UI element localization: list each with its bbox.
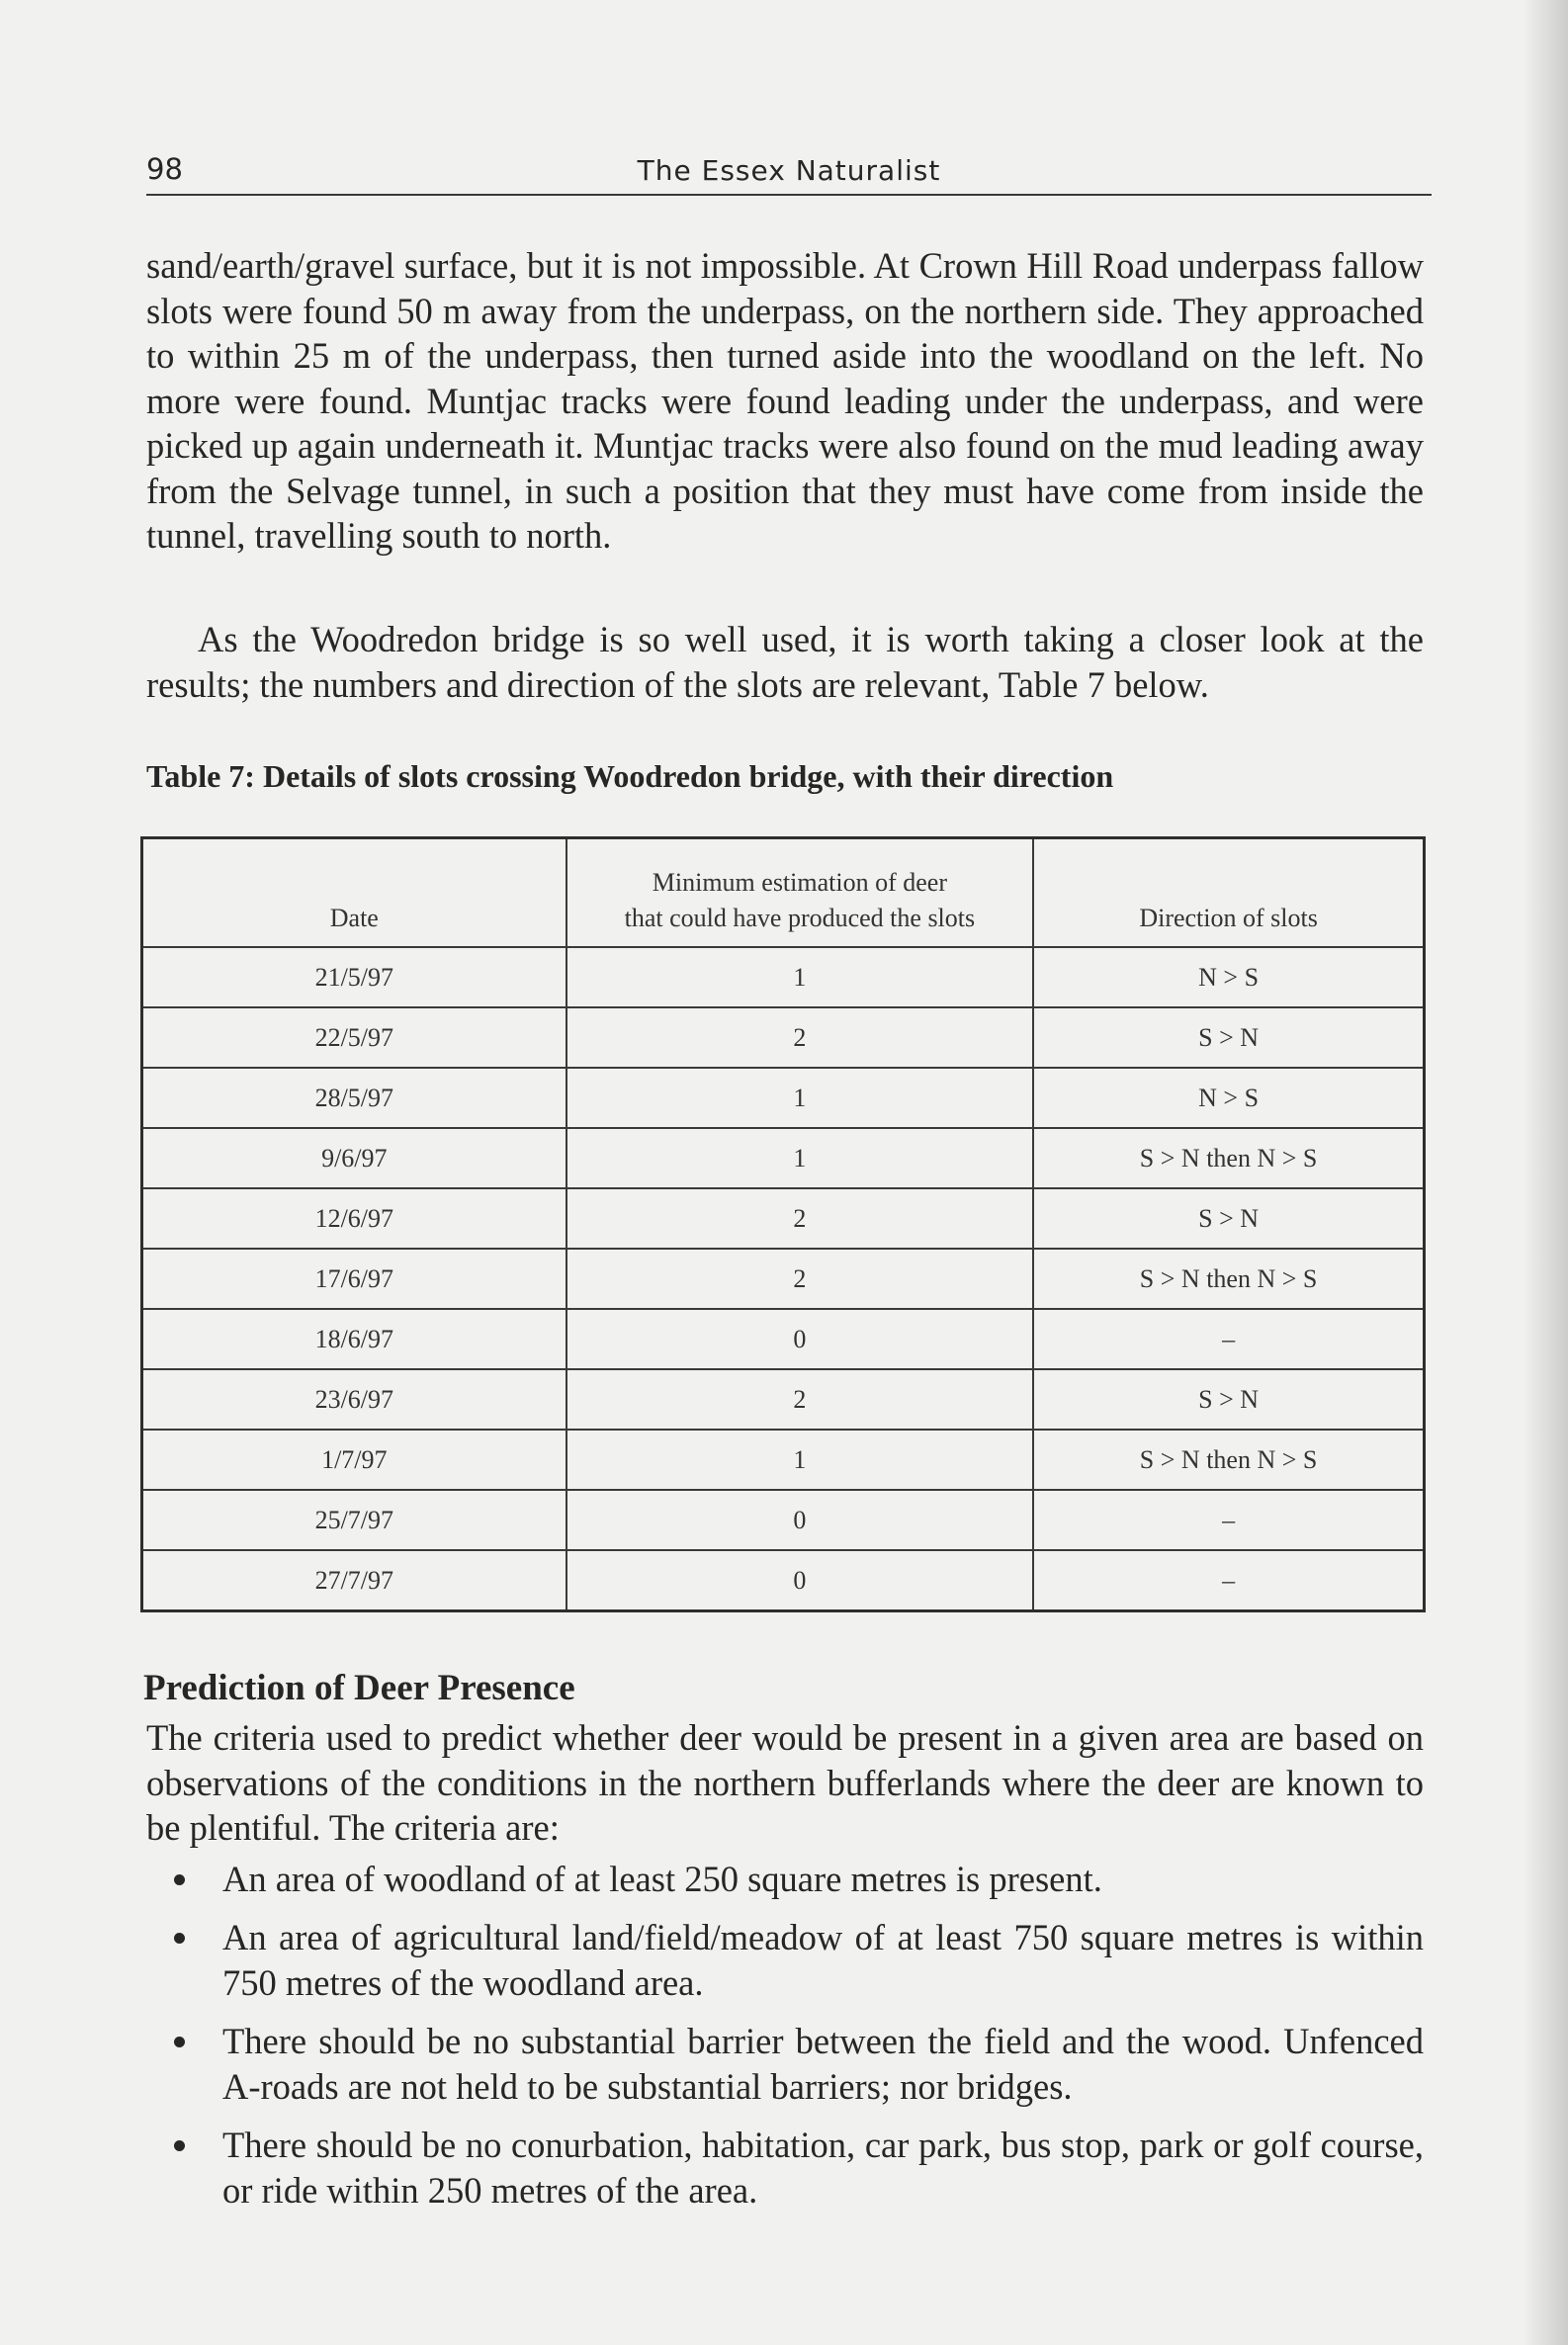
body-paragraph-2: As the Woodredon bridge is so well used, it is worth taking a closer look at the results; the numbers and direction of the slots are relevant, Table 7 below. <box>146 619 1424 705</box>
cell-date: 27/7/97 <box>142 1550 566 1611</box>
cell-direction: S > N <box>1033 1369 1424 1430</box>
table-row <box>142 1068 1425 1128</box>
section-intro-paragraph: The criteria used to predict whether deer would be present in a given area are based on observations of the conditions in the northern bufferlands where the deer are known to be plentiful. The criteria are: <box>146 1717 1424 1848</box>
table-row <box>142 1128 1425 1188</box>
header-min-estimation <box>566 838 1034 948</box>
bullet-icon <box>174 1874 185 1885</box>
criteria-text: There should be no conurbation, habitation, car park, bus stop, park or golf course, or ride within 250 metres of the area. <box>222 2125 1424 2211</box>
page-number: 98 <box>146 152 183 186</box>
cell-date: 23/6/97 <box>142 1369 566 1430</box>
page-header <box>146 148 1432 196</box>
section-heading: Prediction of Deer Presence <box>143 1668 575 1708</box>
running-title: The Essex Naturalist <box>637 154 941 187</box>
cell-min: 1 <box>566 1430 1034 1490</box>
table-row <box>142 1249 1425 1309</box>
bullet-icon <box>174 2140 185 2151</box>
table-row <box>142 1369 1425 1430</box>
cell-min: 1 <box>566 1068 1034 1128</box>
cell-direction: N > S <box>1033 947 1424 1007</box>
cell-direction: S > N then N > S <box>1033 1430 1424 1490</box>
criteria-text: An area of woodland of at least 250 square metres is present. <box>222 1859 1102 1899</box>
criteria-item <box>174 2019 1424 2110</box>
criteria-list <box>174 1857 1424 2226</box>
table-caption: Table 7: Details of slots crossing Woodredon bridge, with their direction <box>146 758 1114 794</box>
cell-date: 9/6/97 <box>142 1128 566 1188</box>
cell-direction: – <box>1033 1550 1424 1611</box>
table-header-row <box>142 838 1425 948</box>
cell-min: 1 <box>566 1128 1034 1188</box>
cell-min: 0 <box>566 1490 1034 1550</box>
criteria-text: There should be no substantial barrier between the field and the wood. Unfenced A-roads are not held to be substantial barriers; nor bridges. <box>222 2021 1424 2107</box>
table-row <box>142 1188 1425 1249</box>
table-row <box>142 1490 1425 1550</box>
table-row <box>142 1309 1425 1369</box>
cell-direction: S > N then N > S <box>1033 1249 1424 1309</box>
cell-date: 18/6/97 <box>142 1309 566 1369</box>
cell-direction: S > N <box>1033 1188 1424 1249</box>
cell-min: 1 <box>566 947 1034 1007</box>
cell-date: 28/5/97 <box>142 1068 566 1128</box>
cell-date: 22/5/97 <box>142 1007 566 1068</box>
header-min-estimation-line2: that could have produced the slots <box>624 904 976 932</box>
cell-date: 17/6/97 <box>142 1249 566 1309</box>
page-edge-shadow <box>1523 0 1568 2345</box>
table-row <box>142 1430 1425 1490</box>
criteria-item <box>174 1857 1424 1902</box>
slots-table <box>140 836 1426 1612</box>
criteria-item <box>174 2123 1424 2214</box>
cell-min: 0 <box>566 1309 1034 1369</box>
table-row <box>142 1007 1425 1068</box>
header-date: Date <box>142 838 566 948</box>
header-direction: Direction of slots <box>1033 838 1424 948</box>
cell-direction: – <box>1033 1309 1424 1369</box>
body-paragraph-1: sand/earth/gravel surface, but it is not impossible. At Crown Hill Road underpass fallow slots were found 50 m away from the underpass, on the northern side. They approached to within 25 m of the underpass, then turned aside into the woodland on the left. No more were found. Muntjac tracks were found leading under the underpass, and were picked up again underneath it. Muntjac tracks were also found on the mud leading away from the Selvage tunnel, in such a position that they must have come from inside the tunnel, travelling south to north. <box>146 245 1424 556</box>
cell-date: 1/7/97 <box>142 1430 566 1490</box>
cell-direction: S > N <box>1033 1007 1424 1068</box>
table-row <box>142 947 1425 1007</box>
cell-date: 25/7/97 <box>142 1490 566 1550</box>
cell-direction: S > N then N > S <box>1033 1128 1424 1188</box>
cell-min: 0 <box>566 1550 1034 1611</box>
cell-min: 2 <box>566 1369 1034 1430</box>
cell-date: 12/6/97 <box>142 1188 566 1249</box>
bullet-icon <box>174 1933 185 1944</box>
bullet-icon <box>174 2037 185 2047</box>
cell-min: 2 <box>566 1188 1034 1249</box>
cell-min: 2 <box>566 1249 1034 1309</box>
header-min-estimation-line1: Minimum estimation of deer <box>652 868 947 897</box>
criteria-text: An area of agricultural land/field/meadow of at least 750 square metres is within 750 metres of the woodland area. <box>222 1917 1424 2003</box>
criteria-item <box>174 1915 1424 2006</box>
cell-min: 2 <box>566 1007 1034 1068</box>
cell-direction: N > S <box>1033 1068 1424 1128</box>
cell-date: 21/5/97 <box>142 947 566 1007</box>
table-row <box>142 1550 1425 1611</box>
cell-direction: – <box>1033 1490 1424 1550</box>
